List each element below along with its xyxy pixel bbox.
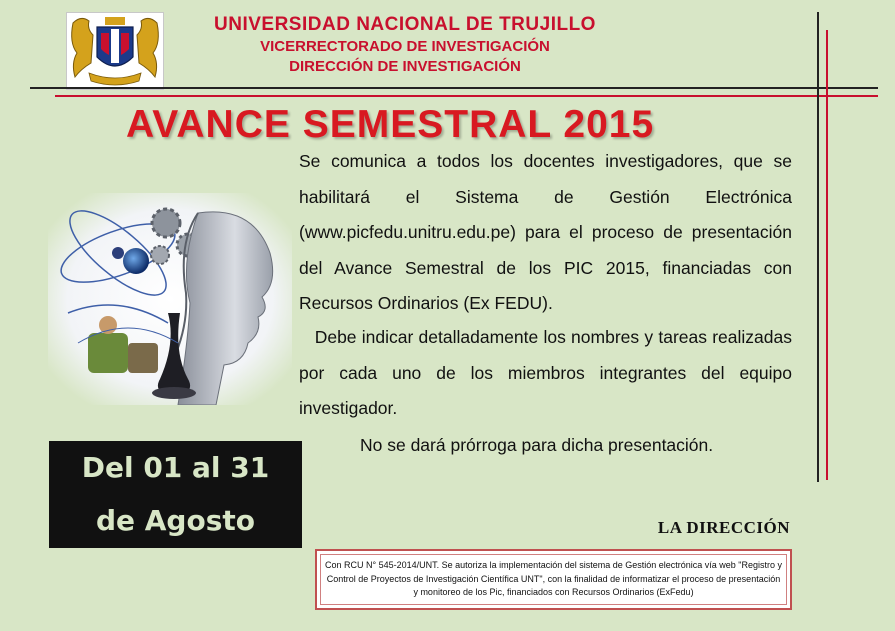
date-line-1: Del 01 al 31 [81, 451, 270, 484]
directorate: DIRECCIÓN DE INVESTIGACIÓN [289, 58, 521, 75]
announcement-paragraph-1: Se comunica a todos los docentes investigadores, que se habilitará el Sistema de Gestión Electrónica (www.picfedu.unitru.edu.pe) para el proceso de presentación del Avance Semestral de los PIC 2015, financiadas con Recursos Ordinarios (Ex FEDU). [299, 151, 792, 313]
signature: LA DIRECCIÓN [657, 518, 790, 537]
divider-red-horizontal [55, 95, 878, 97]
divider-red-vertical [826, 30, 828, 480]
science-head-illustration-icon [48, 193, 292, 405]
vice-rectorate: VICERRECTORADO DE INVESTIGACIÓN [260, 38, 550, 55]
announcement-paragraph-3: No se dará prórroga para dicha presentación. [360, 435, 714, 455]
university-name: UNIVERSIDAD NACIONAL DE TRUJILLO [214, 14, 596, 35]
announcement-paragraph-2 [299, 320, 792, 427]
date-line-2: de Agosto [95, 504, 256, 537]
legal-note-box [315, 549, 792, 610]
university-logo-icon [66, 12, 164, 90]
page-title: AVANCE SEMESTRAL 2015 [126, 103, 655, 146]
divider-black-vertical [817, 12, 819, 482]
legal-note-text: Con RCU N° 545-2014/UNT. Se autoriza la implementación del sistema de Gestión electrónica vía web "Registro y Control de Proyectos de Investigación Científica UNT", con la finalidad de informatizar el proceso de presentación y monitoreo de los Pic, financiados con Recursos Ordinarios (ExFedu) [320, 554, 787, 605]
paragraph-2-text: Debe indicar detalladamente los nombres y tareas realizadas por cada uno de los miembros integrantes del equipo investigador. [299, 327, 792, 418]
date-box [49, 441, 302, 548]
divider-black-horizontal [30, 87, 878, 89]
